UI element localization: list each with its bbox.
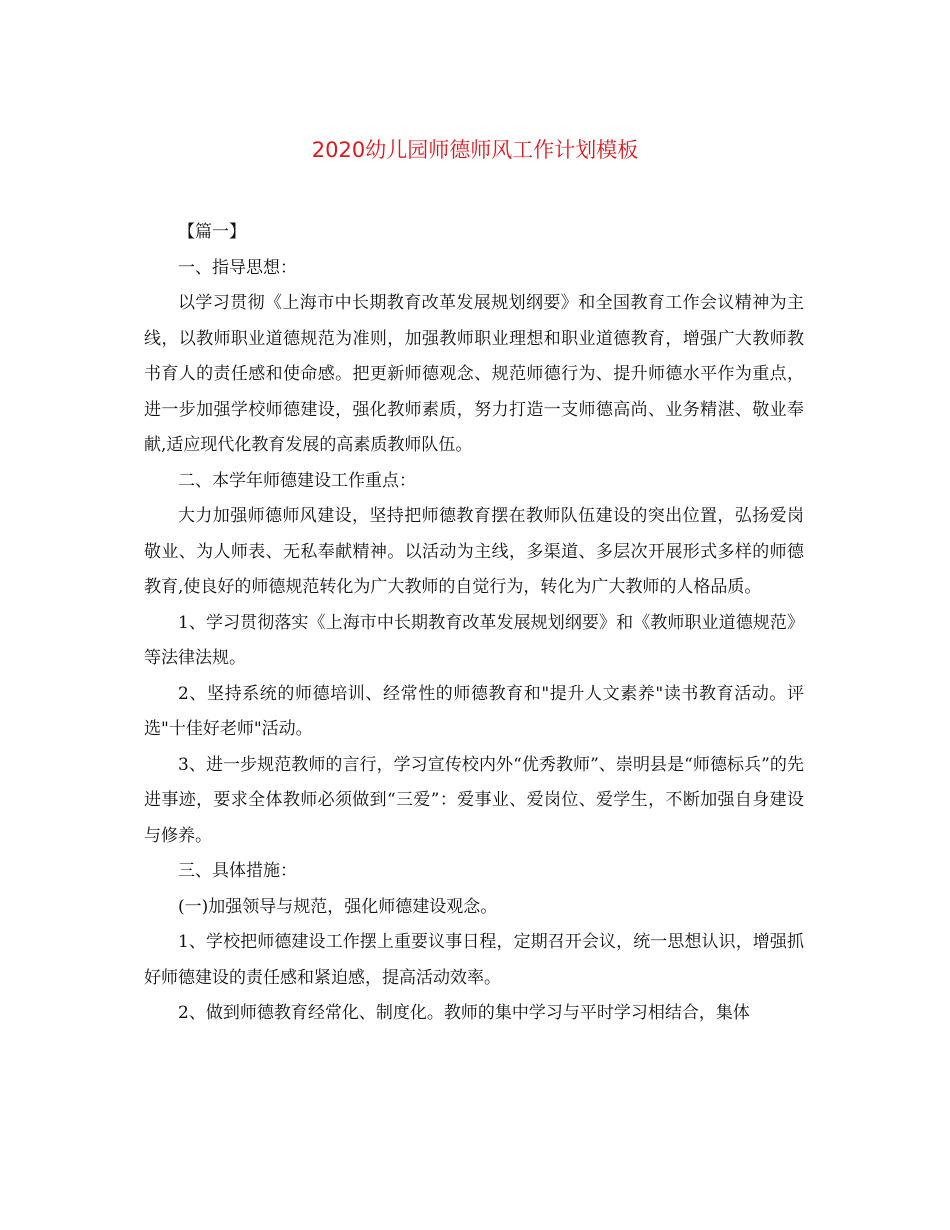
heading-measures: 三、具体措施： [178,861,297,881]
heading-guiding-ideology: 一、指导思想： [178,257,297,278]
list-item: 1、学校把师德建设工作摆上重要议事日程，定期召开会议，统一思想认识，增强抓好师德建设的责任感和紧迫感，提高活动效率。 [144,932,804,988]
paragraph: 大力加强师德师风建设，坚持把师德教育摆在教师队伍建设的突出位置，弘扬爱岗敬业、为人师表、无私奉献精神。以活动为主线，多渠道、多层次开展形式多样的师德教育,使良好的师德规范转化为广大教师的自觉行为，转化为广大教师的人格品质。 [144,506,804,597]
document-title: 2020幼儿园师德师风工作计划模板 [311,138,639,162]
subheading: (一)加强领导与规范，强化师德建设观念。 [178,896,498,917]
list-item: 2、做到师德教育经常化、制度化。教师的集中学习与平时学习相结合，集体 [178,1003,750,1023]
heading-key-points: 二、本学年师德建设工作重点： [178,470,416,491]
list-item: 3、进一步规范教师的言行，学习宣传校内外“优秀教师”、崇明县是“师德标兵”的先进事迹，要求全体教师必须做到“三爱”：爱事业、爱岗位、爱学生，不断加强自身建设与修养。 [144,754,804,846]
list-item: 2、坚持系统的师德培训、经常性的师德教育和"提升人文素养"读书教育活动。评选"十佳好老师"活动。 [144,683,804,739]
section-label: 【篇一】 [178,222,246,242]
list-item: 1、学习贯彻落实《上海市中长期教育改革发展规划纲要》和《教师职业道德规范》等法律法规。 [144,612,804,668]
paragraph: 以学习贯彻《上海市中长期教育改革发展规划纲要》和全国教育工作会议精神为主线，以教师职业道德规范为准则，加强教师职业理想和职业道德教育，增强广大教师教书育人的责任感和使命感。把更新师德观念、规范师德行为、提升师德水平作为重点，进一步加强学校师德建设，强化教师素质，努力打造一支师德高尚、业务精湛、敬业奉献,适应现代化教育发展的高素质教师队伍。 [144,293,804,455]
document-body [144,215,804,1032]
